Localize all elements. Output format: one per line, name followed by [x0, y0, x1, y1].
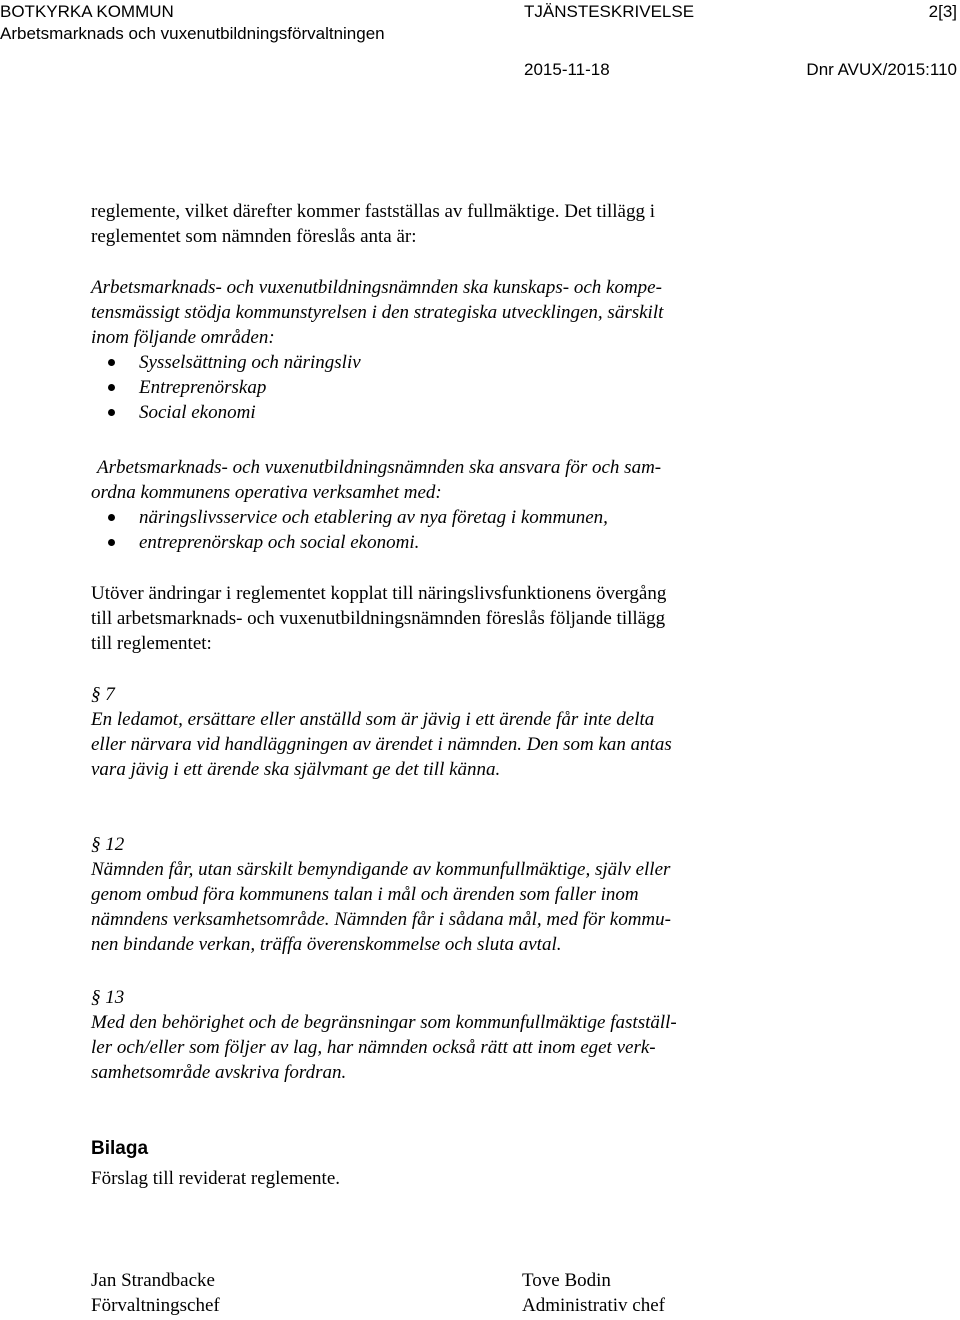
- text-line: till arbetsmarknads- och vuxenutbildningsnämnden föreslås följande tillägg: [91, 608, 666, 629]
- text-line: inom följande områden:: [91, 327, 275, 348]
- signatory-name: Jan Strandbacke: [91, 1270, 215, 1291]
- signature-block-left: [91, 1268, 220, 1318]
- bullet-icon: [108, 514, 115, 521]
- department-name: Arbetsmarknads och vuxenutbildningsförvaltningen: [0, 24, 385, 43]
- text-line: reglementet som nämnden föreslås anta är:: [91, 226, 417, 247]
- section-12: [91, 832, 671, 957]
- text-line: ordna kommunens operativa verksamhet med:: [91, 482, 442, 503]
- bullet-icon: [108, 359, 115, 366]
- bullet-icon: [108, 409, 115, 416]
- text-line: eller närvara vid handläggningen av ärendet i nämnden. Den som kan antas: [91, 734, 672, 755]
- text-line: Nämnden får, utan särskilt bemyndigande av kommunfullmäktige, själv eller: [91, 859, 671, 880]
- text-line: till reglementet:: [91, 633, 212, 654]
- text-line: reglemente, vilket därefter kommer fastställas av fullmäktige. Det tillägg i: [91, 201, 655, 222]
- bullet-icon: [108, 539, 115, 546]
- list-item: entreprenörskap och social ekonomi.: [139, 532, 420, 553]
- signatory-name: Tove Bodin: [522, 1270, 611, 1291]
- list-item: näringslivsservice och etablering av nya företag i kommunen,: [139, 507, 608, 528]
- registration-number: Dnr AVUX/2015:110: [806, 60, 957, 79]
- text-line: nämndens verksamhetsområde. Nämnden får i sådana mål, med för kommu-: [91, 909, 671, 930]
- text-line: nen bindande verkan, träffa överenskommelse och sluta avtal.: [91, 934, 562, 955]
- section-7: [91, 682, 672, 782]
- text-line: Arbetsmarknads- och vuxenutbildningsnämnden ska kunskaps- och kompe-: [91, 277, 662, 298]
- text-line: ler och/eller som följer av lag, har nämnden också rätt att inom eget verk-: [91, 1037, 656, 1058]
- attachment-text: Förslag till reviderat reglemente.: [91, 1168, 341, 1189]
- section-13: [91, 985, 677, 1085]
- text-line: vara jävig i ett ärende ska självmant ge det till känna.: [91, 759, 501, 780]
- signatory-title: Administrativ chef: [522, 1295, 665, 1316]
- text-line: Utöver ändringar i reglementet kopplat till näringslivsfunktionens övergång: [91, 583, 667, 604]
- additions-intro-paragraph: [91, 581, 666, 656]
- text-line: genom ombud föra kommunens talan i mål och ärenden som faller inom: [91, 884, 639, 905]
- text-line: tensmässigt stödja kommunstyrelsen i den strategiska utvecklingen, särskilt: [91, 302, 664, 323]
- text-line: Arbetsmarknads- och vuxenutbildningsnämnden ska ansvara för och sam-: [97, 457, 662, 478]
- bullet-icon: [108, 384, 115, 391]
- section-heading: § 13: [91, 987, 125, 1008]
- text-line: En ledamot, ersättare eller anställd som är jävig i ett ärende får inte delta: [91, 709, 655, 730]
- page-number: 2[3]: [928, 2, 957, 21]
- org-name: BOTKYRKA KOMMUN: [0, 2, 174, 21]
- text-line: samhetsområde avskriva fordran.: [91, 1062, 347, 1083]
- signature-block-right: [522, 1268, 665, 1318]
- operational-responsibility-paragraph: [97, 455, 661, 480]
- text-line: Med den behörighet och de begränsningar som kommunfullmäktige fastställ-: [91, 1012, 677, 1033]
- operational-responsibility-paragraph-cont: [91, 480, 442, 505]
- section-heading: § 7: [91, 684, 115, 705]
- section-heading: § 12: [91, 834, 125, 855]
- list-item: Sysselsättning och näringsliv: [139, 352, 361, 373]
- document-date: 2015-11-18: [524, 60, 610, 79]
- list-item: Social ekonomi: [139, 402, 256, 423]
- attachment-heading: Bilaga: [91, 1138, 149, 1159]
- strategic-responsibility-paragraph: [91, 275, 663, 350]
- intro-paragraph: [91, 199, 655, 249]
- list-item: Entreprenörskap: [139, 377, 267, 398]
- document-type: TJÄNSTESKRIVELSE: [524, 2, 695, 21]
- signatory-title: Förvaltningschef: [91, 1295, 220, 1316]
